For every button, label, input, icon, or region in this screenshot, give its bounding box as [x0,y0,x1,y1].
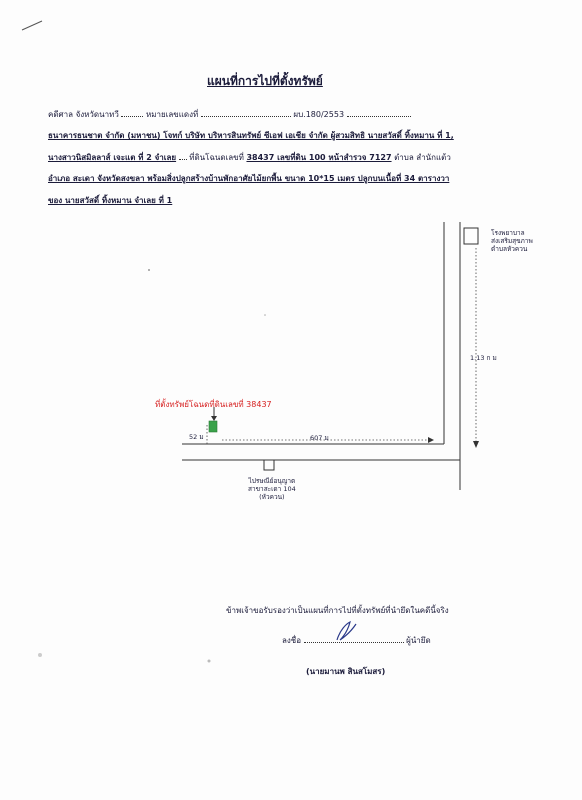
post-office-label: ไปรษณีย์อนุญาต สาขาสะเดา 104 (หัวควน) [248,477,296,501]
signer-name: (นายมานพ สินสโมสร) [306,667,386,676]
post-office-marker-icon [264,460,274,470]
deed-detail: 38437 เลขที่ดิน 100 หน้าสำรวจ 7127 [246,153,392,162]
certification-statement: ข้าพเจ้าขอรับรองว่าเป็นแผนที่การไปที่ตั้งทรัพย์ที่นำยึดในคดีนี้จริง [226,606,449,615]
hospital-label: โรงพยาบาล ส่งเสริมสุขภาพ ตำบลหัวควน [491,229,533,253]
court-prefix: คดีศาล จังหวัดนาทวี [48,110,119,119]
signature-line [282,634,431,647]
property-label: ที่ตั้งทรัพย์โฉนดที่ดินเลขที่ 38437 [155,400,272,409]
owner-line: ของ นายสวัสดิ์ ทิ้งหมาน จำเลย ที่ 1 [48,196,173,205]
deed-prefix: ที่ดินโฉนดเลขที่ [189,153,244,162]
arrow-right-icon [428,437,434,443]
case-reference-line [48,108,411,121]
sign-suffix: ผู้นำยึด [406,636,431,645]
document-title: แผนที่การไปที่ตั้งทรัพย์ [207,74,323,88]
red-case-prefix: หมายเลขแดงที่ [145,110,199,119]
distance-607-label: 607 ม [310,434,329,442]
distance-52-label: 52 ม [189,433,204,441]
sign-prefix: ลงชื่อ [282,636,302,645]
distance-vertical-label: 1.13 ก ม [470,354,497,362]
district-suffix: ตำบล สำนักแต้ว [394,153,451,162]
defendant-deed-line [48,151,451,164]
location-line: อำเภอ สะเดา จังหวัดสงขลา พร้อมสิ่งปลูกสร้างบ้านพักอาศัยไม้ยกพื้น ขนาด 10*15 เมตร ปลูกบนเนื้อที่ 34 ตารางวา [48,174,450,183]
arrow-down-icon [473,441,479,448]
property-pointer-arrow-icon [211,416,217,421]
case-number: ผบ.180/2553 [293,110,345,119]
hospital-marker-icon [464,228,478,244]
property-marker-icon [209,421,217,432]
plaintiff-line: ธนาคารธนชาต จำกัด (มหาชน) โจทก์ บริษัท บริหารสินทรัพย์ ซีเอฟ เอเชีย จำกัด ผู้สวมสิทธิ นายสวัสดิ์ ทิ้งหมาน ที่ 1, [48,131,454,140]
defendant-two: นางสาวนิสมิลลาส์ เจะแต ที่ 2 จำเลย [48,153,177,162]
pen-mark [22,21,42,30]
